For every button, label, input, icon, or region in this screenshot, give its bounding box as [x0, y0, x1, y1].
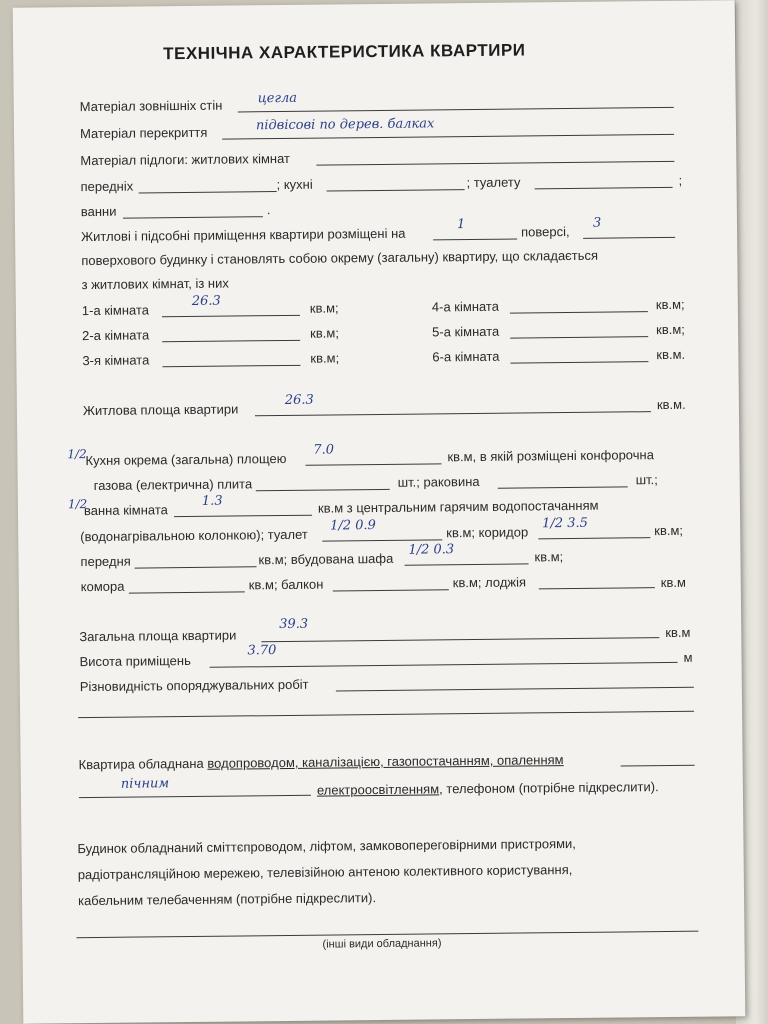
sink-line [498, 486, 628, 488]
room1-value: 26.3 [191, 293, 221, 309]
floors-total-line [583, 237, 675, 239]
living-area-value: 26.3 [284, 392, 314, 408]
wall-material-value: цегла [257, 90, 298, 107]
floor-number-value: 1 [456, 217, 466, 233]
building-text-1: Будинок обладнаний сміттєпроводом, ліфтом, замковопереговірними пристроями, [77, 835, 576, 857]
height-label: Висота приміщень [79, 652, 191, 670]
kitchen-floor-label: ; кухні [276, 176, 313, 193]
finish-line-1 [336, 687, 694, 692]
kitchen-text-2: кв.м, в якій розміщені конфорочна [447, 447, 654, 465]
living-area-unit: кв.м. [656, 396, 686, 413]
stove-line [256, 489, 390, 491]
equipment-electric: електроосвітленням [316, 781, 440, 798]
wardrobe-line [405, 563, 529, 565]
bathroom-value: 1.3 [201, 493, 223, 509]
hall-floor-line [139, 191, 277, 193]
rooms-intro-2: поверсі, [520, 223, 570, 240]
floor-material-label: Матеріал підлоги: житлових кімнат [80, 150, 291, 169]
height-unit: м [683, 649, 693, 665]
room4-line [510, 311, 648, 313]
toilet-floor-line [535, 187, 673, 189]
corridor-value: 1/2 3.5 [542, 515, 588, 532]
balcony-line [333, 589, 449, 591]
corridor-line [538, 537, 650, 539]
kitchen-value: 7.0 [313, 442, 335, 458]
kitchen-floor-line [327, 189, 465, 191]
rooms-intro-1: Житлові і підсобні приміщення квартири розміщені на [81, 225, 406, 245]
room3-label: 3-я кімната [82, 352, 150, 369]
room5-line [510, 336, 648, 338]
room1-line [162, 315, 300, 317]
stove-label: газова (електрична) плита [93, 476, 253, 493]
equipment-line-1 [621, 765, 695, 767]
equipment-line-2 [79, 795, 311, 798]
kitchen-line [306, 463, 442, 465]
toilet-floor-label: ; туалету [466, 174, 521, 191]
bathroom-line [174, 515, 312, 517]
room1-label: 1-а кімната [81, 302, 150, 319]
bath-floor-dot: . [266, 202, 271, 218]
loggia-line [539, 587, 655, 589]
room1-unit: кв.м; [309, 300, 339, 316]
toilet-line [322, 539, 442, 541]
bathroom-label: ванна кімната [83, 502, 168, 519]
hall2-line [135, 566, 257, 568]
floor-number-line [433, 239, 517, 241]
height-value: 3.70 [247, 643, 277, 659]
rooms-intro-3: поверхового будинку і становлять собою окрему (загальну) квартиру, що складається [81, 247, 599, 269]
wall-material-label: Матеріал зовнішніх стін [79, 97, 223, 115]
room2-line [162, 340, 300, 342]
heating-type-value: пічним [120, 776, 170, 792]
toilet-value: 1/2 0.9 [330, 518, 376, 534]
page-title: ТЕХНІЧНА ХАРАКТЕРИСТИКА КВАРТИРИ [163, 40, 526, 64]
ceiling-material-line [222, 134, 674, 140]
living-area-label: Житлова площа квартири [82, 401, 239, 419]
wardrobe-unit: кв.м; [534, 549, 564, 565]
total-area-line [261, 637, 659, 642]
ceiling-material-label: Матеріал перекриття [79, 124, 208, 142]
storage-line [129, 591, 245, 593]
storage-label: комора [80, 578, 125, 595]
living-area-line [255, 411, 651, 416]
room3-unit: кв.м; [310, 350, 340, 366]
corridor-unit: кв.м; [654, 522, 684, 539]
loggia-unit: кв.м [660, 574, 686, 591]
other-equipment-caption: (інші види обладнання) [322, 937, 442, 951]
equipment-phone: , телефоном (потрібне підкреслити). [439, 779, 659, 797]
room6-line [510, 361, 648, 363]
heater-text: (водонагрівальною колонкою); туалет [80, 526, 308, 545]
room6-unit: кв.м. [656, 346, 686, 363]
equipment-label [79, 752, 564, 772]
room3-line [162, 365, 300, 367]
kitchen-label: Кухня окрема (загальна) площею [85, 450, 287, 469]
room4-label: 4-а кімната [431, 298, 500, 315]
sink-label: шт.; раковина [397, 473, 480, 490]
kitchen-half-mark: 1/2 [67, 447, 87, 462]
bath-floor-line [123, 216, 263, 218]
finish-line-2 [78, 711, 694, 718]
equipment-utilities: водопроводом, каналізацією, газопостачанням, опаленням [207, 752, 564, 771]
hall-floor-label: передніх [80, 178, 134, 195]
finish-label: Різновидність опоряджувальних робіт [79, 676, 309, 695]
balcony-label: кв.м; балкон [248, 576, 324, 593]
height-line [210, 662, 678, 668]
total-area-value: 39.3 [279, 616, 309, 633]
loggia-label: кв.м; лоджія [452, 574, 527, 591]
wall-material-line [238, 107, 674, 113]
room5-label: 5-а кімната [432, 323, 500, 340]
floors-total-value: 3 [592, 215, 602, 231]
corridor-label: кв.м; коридор [446, 524, 529, 541]
floor-material-line [316, 161, 674, 166]
room2-unit: кв.м; [310, 325, 339, 341]
room6-label: 6-а кімната [432, 348, 500, 365]
wardrobe-label: кв.м; вбудована шафа [258, 550, 394, 568]
bath-floor-label: ванни [80, 203, 117, 220]
building-text-3: кабельним телебаченням (потрібне підкреслити). [77, 890, 377, 909]
rooms-intro-4: з житлових кімнат, із них [81, 275, 229, 293]
wardrobe-value: 1/2 0.3 [408, 542, 455, 558]
hall2-label: передня [80, 553, 131, 570]
total-area-unit: кв.м [665, 624, 691, 641]
building-text-2: радіотрансляційною мережею, телевізійною антеною колективного користування, [77, 861, 573, 883]
room5-unit: кв.м; [656, 321, 685, 338]
room4-unit: кв.м; [655, 296, 685, 313]
room2-label: 2-а кімната [82, 327, 150, 344]
bathroom-text: кв.м з центральним гарячим водопостачанням [317, 497, 599, 516]
document-page [13, 0, 746, 1024]
sink-unit: шт.; [635, 472, 658, 488]
equipment-label-text: Квартира обладнана [78, 755, 204, 773]
equipment-line-2-text [317, 779, 659, 798]
toilet-floor-semicolon: ; [678, 172, 683, 188]
bath-half-mark: 1/2 [67, 497, 88, 512]
total-area-label: Загальна площа квартири [79, 627, 237, 645]
ceiling-material-value: підвісові по дерев. балках [255, 116, 435, 134]
